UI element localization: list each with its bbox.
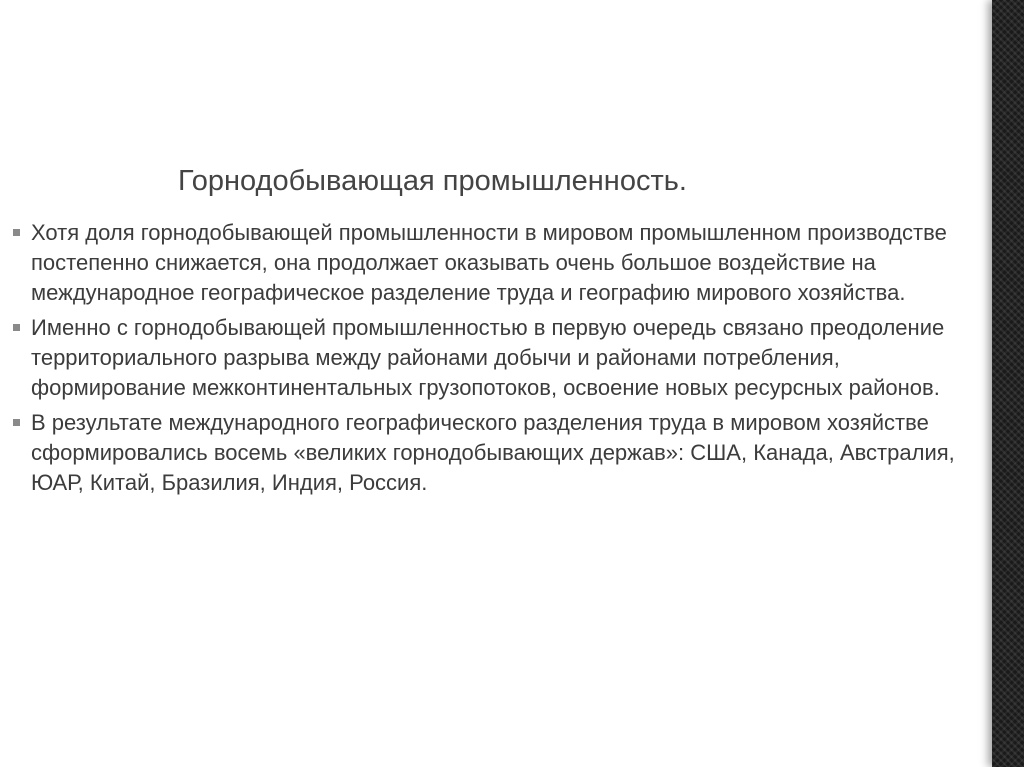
bullet-item: [12, 408, 982, 498]
slide-title: Горнодобывающая промышленность.: [178, 165, 687, 197]
decorative-side-border: [992, 0, 1024, 767]
bullet-text: Именно с горнодобывающей промышленностью в первую очередь связано преодоление территориального разрыва между районами добычи и районами потребления, формирование межконтинентальных грузопотоков, освоение новых ресурсных районов.: [31, 315, 945, 400]
square-bullet-icon: [13, 229, 20, 236]
square-bullet-icon: [13, 419, 20, 426]
bullet-item: [12, 218, 982, 308]
bullet-item: [12, 313, 982, 403]
bullet-text: В результате международного географического разделения труда в мировом хозяйстве сформировались восемь «великих горнодобывающих держав»: США, Канада, Австралия, ЮАР, Китай, Бразилия, Индия, Россия.: [31, 410, 955, 495]
bullet-text: Хотя доля горнодобывающей промышленности в мировом промышленном производстве постепенно снижается, она продолжает оказывать очень большое воздействие на международное географическое разделение труда и географию мирового хозяйства.: [31, 220, 947, 305]
square-bullet-icon: [13, 324, 20, 331]
bullet-list: [12, 218, 982, 503]
